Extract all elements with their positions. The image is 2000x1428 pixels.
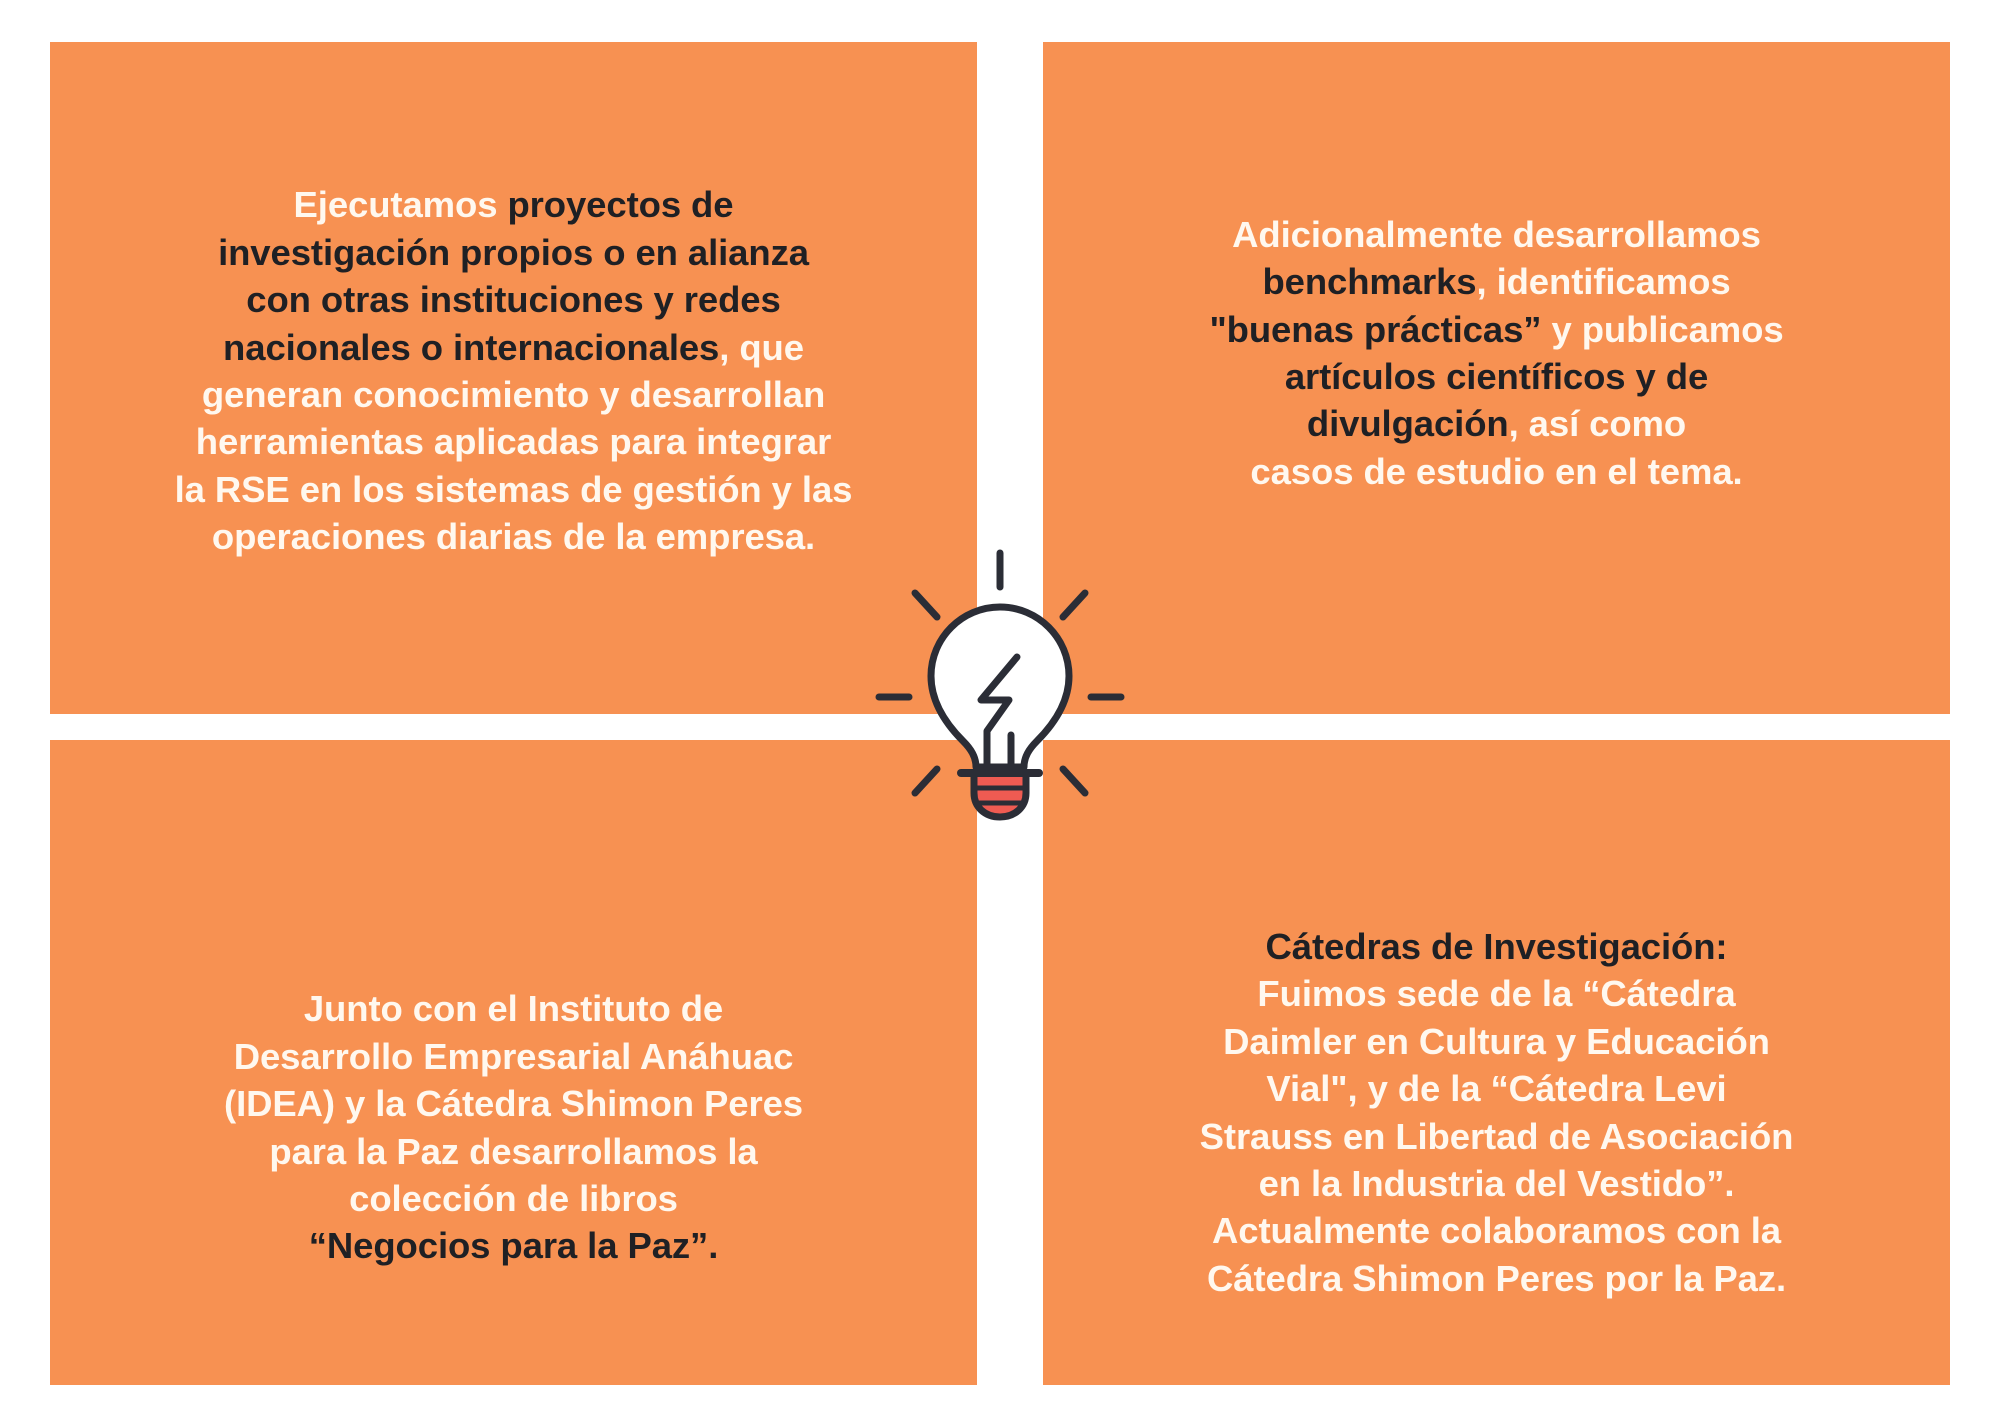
text-line <box>112 1033 916 1080</box>
text-run: (IDEA) y la Cátedra Shimon Peres <box>224 1083 803 1125</box>
text-line <box>112 985 916 1032</box>
text-run: Ejecutamos <box>293 184 508 226</box>
text-line <box>1095 306 1899 353</box>
text-line <box>1095 1255 1899 1302</box>
text-run: Desarrollo Empresarial Anáhuac <box>233 1035 794 1077</box>
text-run: Fuimos sede de la “Cátedra <box>1257 973 1736 1015</box>
text-run: generan conocimiento y desarrollan <box>201 374 826 415</box>
text-run: nacionales o internacionales <box>223 326 720 368</box>
text-line <box>1095 1207 1899 1254</box>
text-line <box>102 418 926 465</box>
text-run: con otras instituciones y redes <box>246 279 781 321</box>
text-line <box>1095 970 1899 1017</box>
text-run: colección de libros <box>349 1177 678 1219</box>
text-line <box>1095 448 1899 495</box>
text-run: , que <box>719 326 804 368</box>
text-run: “Negocios para la Paz”. <box>308 1225 719 1267</box>
text-line <box>112 1222 916 1269</box>
text-line <box>102 324 926 371</box>
text-line <box>1095 211 1899 258</box>
text-run: y publicamos <box>1541 308 1784 350</box>
text-run: "buenas prácticas” <box>1209 308 1542 350</box>
text-line <box>112 1175 916 1222</box>
text-line <box>102 466 926 513</box>
panel-books-collection-text <box>84 985 944 1270</box>
text-line <box>102 181 926 228</box>
text-run: proyectos de <box>507 184 734 226</box>
text-line <box>1095 1065 1899 1112</box>
text-run: Actualmente colaboramos con la <box>1212 1210 1781 1252</box>
panel-benchmarks-publications-text <box>1067 211 1927 496</box>
text-line <box>102 229 926 276</box>
text-line <box>112 1080 916 1127</box>
text-run: , identificamos <box>1476 261 1731 303</box>
text-run: benchmarks <box>1262 261 1477 303</box>
text-line <box>1095 353 1899 400</box>
text-line <box>1095 1113 1899 1160</box>
text-run: Junto con el Instituto de <box>303 988 724 1030</box>
text-line <box>112 1128 916 1175</box>
text-run: para la Paz desarrollamos la <box>269 1130 758 1172</box>
text-run: Daimler en Cultura y Educación <box>1223 1020 1770 1062</box>
text-run: Vial", y de la “Cátedra Levi <box>1266 1068 1727 1110</box>
text-line <box>1095 1018 1899 1065</box>
text-run: operaciones diarias de la empresa. <box>211 516 816 558</box>
text-line <box>102 513 926 560</box>
panel-research-projects-text <box>74 181 954 561</box>
panel-books-collection <box>50 740 977 1385</box>
panel-benchmarks-publications <box>1043 42 1950 714</box>
text-run: investigación propios o en alianza <box>218 231 809 273</box>
text-line <box>102 371 926 418</box>
text-line <box>1095 258 1899 305</box>
text-run: divulgación <box>1306 403 1509 445</box>
text-run: , así como <box>1508 403 1687 445</box>
text-run: en la Industria del Vestido”. <box>1258 1162 1735 1204</box>
lightbulb-icon <box>875 545 1125 835</box>
text-run: la RSE en los sistemas de gestión y las <box>174 468 853 510</box>
text-run: Cátedra Shimon Peres por la Paz. <box>1207 1257 1786 1299</box>
text-run: casos de estudio en el tema. <box>1250 450 1743 492</box>
panel-research-projects <box>50 42 977 714</box>
text-run: Adicionalmente desarrollamos <box>1232 213 1761 255</box>
text-run: Strauss en Libertad de Asociación <box>1199 1115 1794 1157</box>
text-line <box>1095 400 1899 447</box>
text-run: herramientas aplicadas para integrar <box>195 421 832 463</box>
text-line <box>1095 1160 1899 1207</box>
text-run: artículos científicos y de <box>1284 356 1709 397</box>
text-line <box>102 276 926 323</box>
text-run: Cátedras de Investigación: <box>1265 925 1728 967</box>
panel-research-chairs <box>1043 740 1950 1385</box>
text-line <box>1095 923 1899 970</box>
panel-research-chairs-text <box>1067 923 1927 1303</box>
